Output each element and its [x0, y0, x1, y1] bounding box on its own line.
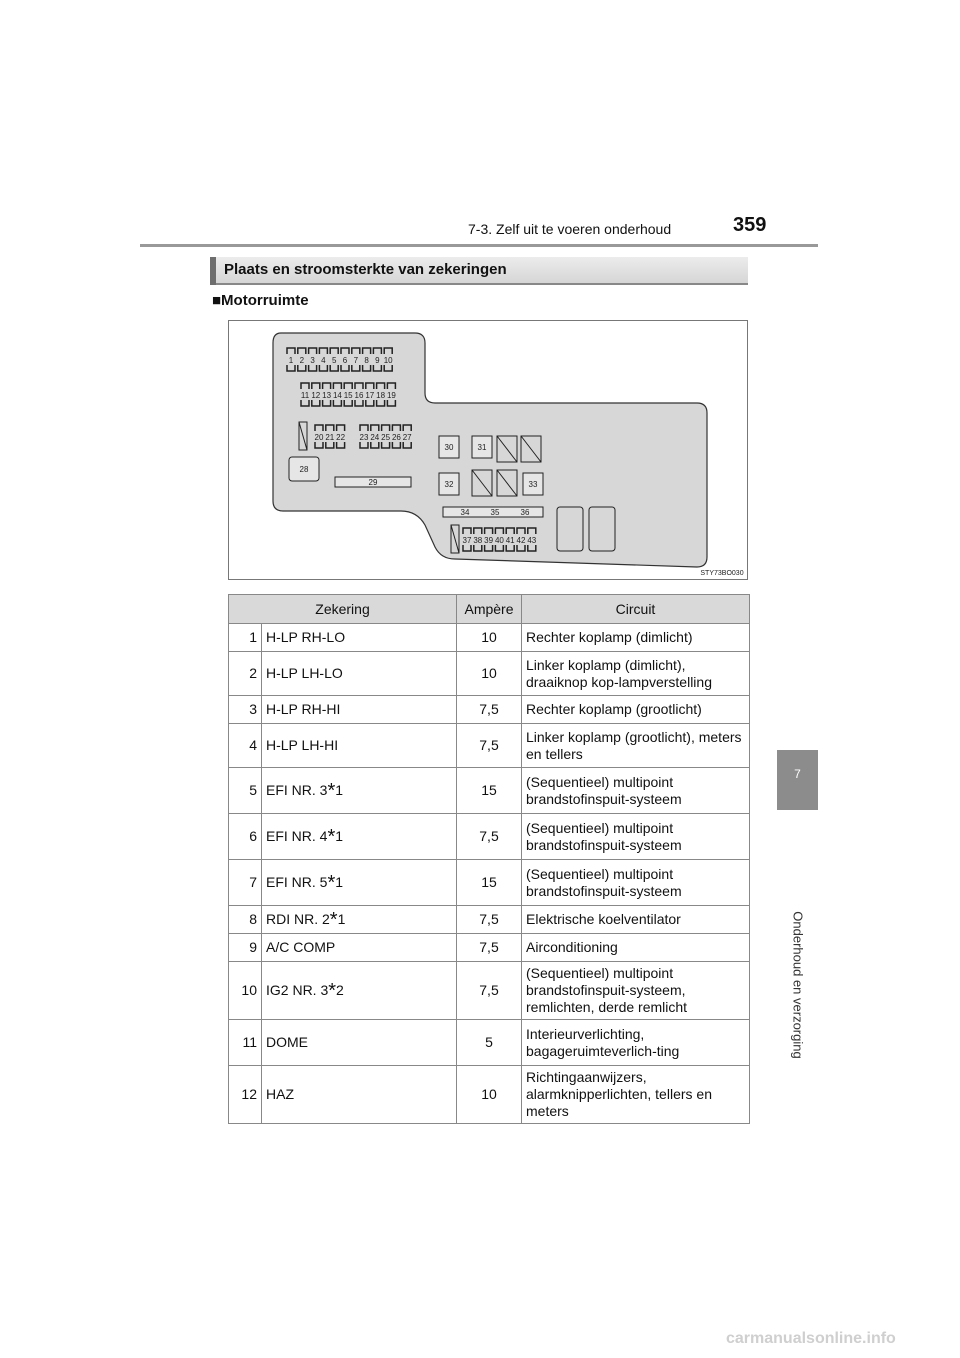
ampere-text: 7,5	[479, 828, 499, 844]
fuse-slot-label: 8	[364, 356, 369, 365]
footnote-number: 1	[335, 782, 344, 798]
fuse-slot-label: 20	[314, 433, 324, 442]
fuse-number	[229, 934, 262, 962]
fuse-name	[262, 624, 457, 652]
fuse-slot-label: 43	[527, 536, 537, 545]
fuse-number	[229, 768, 262, 814]
fuse-slot-label: 10	[383, 356, 393, 365]
fuse-number-text: 4	[249, 737, 257, 753]
table-row	[229, 652, 750, 696]
ampere-text: 7,5	[479, 982, 499, 998]
footnote-asterisk: *	[329, 909, 338, 931]
table-row	[229, 696, 750, 724]
table-row	[229, 768, 750, 814]
circuit-text: Linker koplamp (dimlicht), draaiknop kop-lampverstelling	[526, 656, 712, 690]
fuse-number-text: 3	[249, 701, 257, 717]
section-title-bar	[210, 257, 748, 285]
fuse-ampere	[457, 934, 522, 962]
fuse-slot-label: 18	[376, 391, 386, 400]
fuse-name-text: IG2 NR. 3	[266, 982, 329, 998]
circuit-text: (Sequentieel) multipoint brandstofinspuit-systeem, remlichten, derde remlicht	[526, 965, 688, 1015]
relay-33-label: 33	[528, 480, 538, 489]
fuse-ampere	[457, 696, 522, 724]
fuse-slot-label: 25	[381, 433, 391, 442]
fuse-name-text: EFI NR. 5	[266, 874, 328, 890]
fuse-name	[262, 1066, 457, 1124]
footnote-number: 1	[335, 874, 344, 890]
chapter-tab: 7	[777, 750, 818, 810]
fuse-circuit	[522, 696, 750, 724]
ampere-text: 10	[481, 665, 497, 681]
fuse-circuit	[522, 906, 750, 934]
fuse-slot-label: 7	[353, 356, 359, 365]
fuse-number-text: 8	[249, 911, 257, 927]
footnote-asterisk: *	[327, 780, 336, 802]
ampere-text: 7,5	[479, 737, 499, 753]
table-row	[229, 906, 750, 934]
fuse-ampere	[457, 906, 522, 934]
footnote-asterisk: *	[327, 872, 336, 894]
spare-block-1	[557, 507, 583, 551]
fuse-number-text: 6	[249, 828, 257, 844]
header-rule	[140, 244, 818, 247]
ampere-text: 15	[481, 874, 497, 890]
fuse-number	[229, 724, 262, 768]
footnote-asterisk: *	[328, 980, 337, 1002]
fuse-name-text: A/C COMP	[266, 939, 336, 955]
fuse-slot-label: 5	[331, 356, 337, 365]
fuse-name	[262, 696, 457, 724]
footnote-number: 1	[337, 911, 346, 927]
fuse-block-label: 36	[520, 508, 530, 517]
fuse-ampere	[457, 1020, 522, 1066]
fuse-slot-label: 4	[321, 356, 326, 365]
fuse-slot-label: 24	[370, 433, 380, 442]
fuse-circuit	[522, 962, 750, 1020]
fuse-slot-label: 1	[288, 356, 294, 365]
circuit-text: Richtingaanwijzers, alarmknipperlichten, tellers en meters	[526, 1069, 712, 1119]
fuse-name-text: H-LP LH-HI	[266, 737, 339, 753]
ampere-text: 5	[485, 1034, 493, 1050]
fuse-box-diagram	[228, 320, 748, 580]
fuse-slot-label: 11	[300, 391, 310, 400]
fuse-slot-label: 16	[354, 391, 364, 400]
fuse-name	[262, 652, 457, 696]
fuse-slot-label: 42	[516, 536, 526, 545]
fuse-circuit	[522, 624, 750, 652]
fuse-slot-label: 23	[359, 433, 369, 442]
fuse-name-text: EFI NR. 3	[266, 782, 328, 798]
header-fuse: Zekering	[229, 595, 457, 624]
fuse-name	[262, 934, 457, 962]
fuse-block-label: 34	[460, 508, 470, 517]
fuse-slot-label: 13	[322, 391, 332, 400]
fuse-table-header	[229, 595, 750, 624]
fuse-name	[262, 724, 457, 768]
fuse-slot-label: 41	[505, 536, 515, 545]
fuse-circuit	[522, 652, 750, 696]
footnote-number: 1	[335, 828, 344, 844]
table-row	[229, 724, 750, 768]
fuse-name	[262, 768, 457, 814]
fuse-slot-label: 39	[484, 536, 494, 545]
fuse-number	[229, 1020, 262, 1066]
fuse-number	[229, 814, 262, 860]
fuse-slot-label: 6	[342, 356, 348, 365]
footnote-number: 2	[336, 982, 344, 998]
fuse-number-text: 5	[249, 782, 257, 798]
fuse-name	[262, 962, 457, 1020]
fuse-number	[229, 652, 262, 696]
fuse-circuit	[522, 1020, 750, 1066]
fuse-slot-label: 27	[402, 433, 412, 442]
ampere-text: 7,5	[479, 701, 499, 717]
fuse-slot-label: 9	[375, 356, 380, 365]
fuse-number-text: 2	[249, 665, 257, 681]
fuse-ampere	[457, 962, 522, 1020]
fuse-name-text: H-LP RH-LO	[266, 629, 346, 645]
fuse-number	[229, 696, 262, 724]
circuit-text: Linker koplamp (grootlicht), meters en tellers	[526, 728, 742, 762]
fuse-number	[229, 1066, 262, 1124]
table-row	[229, 814, 750, 860]
ampere-text: 7,5	[479, 939, 499, 955]
footnote-asterisk: *	[327, 826, 336, 848]
fuse-name	[262, 860, 457, 906]
circuit-text: (Sequentieel) multipoint brandstofinspuit-systeem	[526, 773, 682, 807]
ampere-text: 10	[481, 1086, 497, 1102]
table-row	[229, 860, 750, 906]
relay-32-label: 32	[444, 480, 454, 489]
fuse-slot-label: 17	[365, 391, 375, 400]
circuit-text: Rechter koplamp (grootlicht)	[526, 701, 702, 717]
page-number: 359	[733, 214, 767, 236]
fuse-29-label: 29	[368, 478, 378, 487]
circuit-text: Interieurverlichting, bagageruimteverlich-ting	[526, 1025, 680, 1059]
fuse-slot-label: 37	[462, 536, 472, 545]
fuse-circuit	[522, 860, 750, 906]
fuse-number-text: 1	[249, 629, 257, 645]
fuse-number	[229, 860, 262, 906]
fuse-slot-label: 14	[332, 391, 342, 400]
fuse-number	[229, 962, 262, 1020]
fuse-circuit	[522, 934, 750, 962]
fuse-number-text: 12	[241, 1086, 257, 1102]
fuse-number-text: 10	[241, 982, 257, 998]
section-title-marker	[210, 257, 216, 285]
circuit-text: Elektrische koelventilator	[526, 911, 681, 927]
subsection-heading: ■Motorruimte	[212, 292, 309, 309]
circuit-text: Rechter koplamp (dimlicht)	[526, 629, 693, 645]
running-header-section: 7-3. Zelf uit te voeren onderhoud	[468, 221, 672, 237]
header-ampere: Ampère	[457, 595, 522, 624]
fuse-slot-label: 19	[386, 391, 396, 400]
fuse-number-text: 11	[242, 1034, 257, 1050]
fuse-slot-label: 40	[494, 536, 504, 545]
fuse-circuit	[522, 724, 750, 768]
fuse-slot-label: 22	[336, 433, 346, 442]
fuse-number	[229, 624, 262, 652]
fuse-name-text: H-LP RH-HI	[266, 701, 341, 717]
circuit-text: (Sequentieel) multipoint brandstofinspuit-systeem	[526, 819, 682, 853]
table-row	[229, 624, 750, 652]
fuse-name-text: H-LP LH-LO	[266, 665, 343, 681]
fuse-name	[262, 906, 457, 934]
fuse-number	[229, 906, 262, 934]
fuse-ampere	[457, 1066, 522, 1124]
relay-28-label: 28	[299, 465, 309, 474]
table-row	[229, 962, 750, 1020]
relay-30-label: 30	[444, 443, 454, 452]
fuse-name-text: RDI NR. 2	[266, 911, 330, 927]
fuse-slot-label: 2	[299, 356, 305, 365]
fuse-name-text: DOME	[266, 1034, 308, 1050]
ampere-text: 7,5	[479, 911, 499, 927]
fuse-box-illustration	[229, 321, 747, 579]
fuse-circuit	[522, 814, 750, 860]
ampere-text: 10	[481, 629, 497, 645]
fuse-name	[262, 1020, 457, 1066]
fuse-slot-label: 38	[473, 536, 483, 545]
chapter-tab-label: Onderhoud en verzorging	[790, 911, 806, 1059]
header-circuit: Circuit	[522, 595, 750, 624]
ampere-text: 15	[481, 782, 497, 798]
diagram-code: STY73BO030	[700, 570, 744, 577]
fuse-circuit	[522, 1066, 750, 1124]
fuse-slot-label: 12	[311, 391, 321, 400]
fuse-slot-label: 3	[310, 356, 315, 365]
table-row	[229, 1066, 750, 1124]
watermark: carmanualsonline.info	[726, 1330, 896, 1347]
relay-31-label: 31	[477, 443, 487, 452]
fuse-slot-label: 15	[343, 391, 353, 400]
fuse-name-text: EFI NR. 4	[266, 828, 328, 844]
table-row	[229, 1020, 750, 1066]
spare-block-2	[589, 507, 615, 551]
table-row	[229, 934, 750, 962]
fuse-ampere	[457, 768, 522, 814]
fuse-table	[228, 594, 750, 1124]
fuse-slot-label: 26	[391, 433, 401, 442]
fuse-circuit	[522, 768, 750, 814]
fuse-block-label: 35	[490, 508, 500, 517]
circuit-text: (Sequentieel) multipoint brandstofinspuit-systeem	[526, 865, 682, 899]
fuse-name	[262, 814, 457, 860]
fuse-ampere	[457, 814, 522, 860]
circuit-text: Airconditioning	[526, 939, 618, 955]
fuse-ampere	[457, 624, 522, 652]
fuse-ampere	[457, 860, 522, 906]
fuse-number-text: 7	[249, 874, 257, 890]
fuse-ampere	[457, 652, 522, 696]
fuse-number-text: 9	[249, 939, 257, 955]
fuse-ampere	[457, 724, 522, 768]
section-title: Plaats en stroomsterkte van zekeringen	[224, 261, 507, 278]
fuse-slot-label: 21	[325, 433, 335, 442]
fuse-name-text: HAZ	[266, 1086, 294, 1102]
